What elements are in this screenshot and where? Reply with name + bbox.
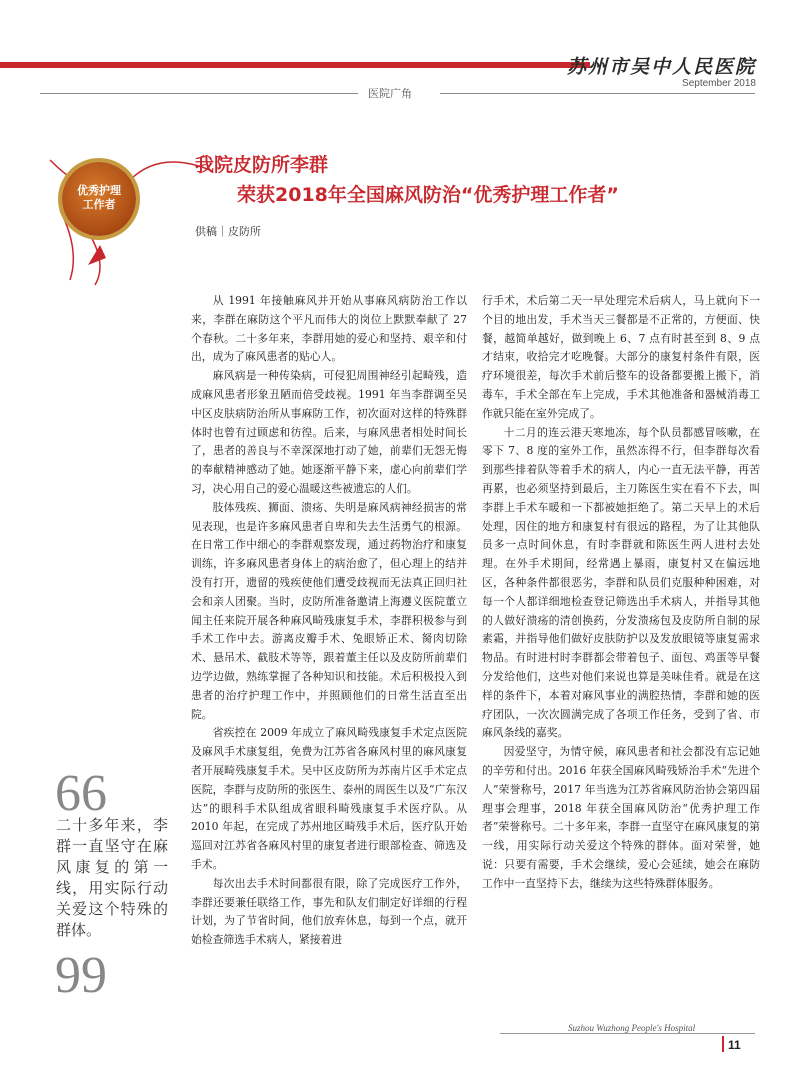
article-title-line-1: 我院皮防所李群: [195, 154, 329, 176]
paragraph: 因爱坚守，为情守候，麻风患者和社会都没有忘记她的辛劳和付出。2016 年获全国麻风畸残矫治手术“先进个人”荣誉称号，2017 年当选为江苏省麻风防治协会第四届理事会理事，2018 年获全国麻风防治“优秀护理工作者”荣誉称号。二十多年来，李群一直坚守在麻风康复的第一线，用实际行动关爱这个特殊的群体。面对荣誉，她说：只要有需要，手术会继续，爱心会延续，她会在麻防工作中一直坚持下去，继续为这些特殊群体服务。: [482, 745, 760, 890]
paragraph: 从 1991 年接触麻风并开始从事麻风病防治工作以来，李群在麻防这个平凡而伟大的岗位上默默奉献了 27 个春秋。二十多年来，李群用她的爱心和坚持、艰辛和付出，成为了麻风患者的贴心人。: [191, 294, 467, 364]
paragraph: 麻风病是一种传染病，可侵犯周围神经引起畸残，造成麻风患者形象丑陋而倍受歧视。1991 年当李群调至吴中区皮肤病防治所从事麻防工作，初次面对这样的特殊群体时也曾有过顾虑和彷徨。后来，与麻风患者相处时间长了，患者的善良与不幸深深地打动了她，前辈们无怨无悔的奉献精神感动了她。她逐渐平静下来，虚心向前辈们学习，决心用自己的爱心温暖这些被遗忘的人们。: [191, 369, 467, 495]
quote-open-icon: 66: [55, 765, 107, 822]
paragraph: 十二月的连云港天寒地冻，每个队员都感冒咳嗽，在零下 7、8 度的室外工作，虽然冻得不行，但李群每次看到那些排着队等着手术的病人，内心一直无法平静，再苦再累，也必须坚持到最后，主刀陈医生实在看不下去，叫李群上手术车暖和一下都被她拒绝了。第二天早上的术后处理，因住的地方和康复村有很远的路程，为了让其他队员多一点时间休息，有时李群就和陈医生两人进村去处理。在外手术期间，经常遇上暴雨，康复村又在偏远地区，各种条件都很恶劣，李群和队员们克服种种困难，对每一个人都详细地检查登记筛选出手术病人，并指导其他的人做好溃疡的清创换药，分发溃疡包及皮防所自制的尿素霜，并指导他们做好皮肤防护以及发放眼镜等康复需求物品。有时进村时李群都会带着包子、面包、鸡蛋等早餐分发给他们，这些对他们来说也算是美味佳肴。就是在这样的条件下，本着对麻风事业的满腔热情，李群和她的医疗团队，一次次圆满完成了各项工作任务，受到了省、市麻风条线的嘉奖。: [482, 425, 760, 740]
quote-close-icon: 99: [55, 947, 107, 1004]
header-rule-right: [440, 93, 755, 94]
issue-date: September 2018: [682, 78, 756, 89]
article-column-1: [191, 292, 467, 950]
header-accent-bar: [0, 62, 590, 68]
paragraph: 每次出去手术时间都很有限，除了完成医疗工作外，李群还要兼任联络工作，事先和队友们制定好详细的行程计划，为了节省时间，他们放弃休息，每到一个点，就开始检查筛选手术病人，紧接着进: [191, 876, 467, 947]
footer-page-marker: [722, 1036, 724, 1052]
footer-hospital-name: Suzhou Wuzhong People's Hospital: [568, 1023, 696, 1033]
article-column-2: [482, 292, 760, 894]
article-byline: 供稿｜皮防所: [195, 225, 261, 238]
pull-quote-text: 二十多年来，李群一直坚守在麻风康复的第一线，用实际行动关爱这个特殊的群体。: [56, 816, 168, 939]
section-label: 医院广角: [368, 87, 412, 100]
paragraph-continued: 行手术，术后第二天一早处理完术后病人，马上就向下一个目的地出发，手术当天三餐都是不正常的，方便面、快餐，越简单越好，做到晚上 6、7 点有时甚至到 8、9 点才结束，收拾完才吃晚餐。大部分的康复村条件有限，医疗环境很差，每次手术前后整车的设备都要搬上搬下，消毒车，手术全部在车上完成，手术其他准备和器械消毒工作就只能在室外完成了。: [482, 294, 760, 420]
hospital-logo-text: 苏州市吴中人民医院: [566, 56, 756, 78]
badge-line-2: 工作者: [82, 198, 116, 211]
footer-rule: [500, 1033, 755, 1034]
article-title-line-2: 荣获2018年全国麻风防治“优秀护理工作者”: [237, 184, 619, 206]
header-rule-left: [40, 93, 358, 94]
badge-line-1: 优秀护理: [77, 184, 121, 197]
paragraph: 肢体残疾、狮面、溃疡、失明是麻风病神经损害的常见表现，也是许多麻风患者自卑和失去生活勇气的根源。在日常工作中细心的李群观察发现，通过药物治疗和康复训练，许多麻风患者身体上的病治愈了，但心理上的结并没有打开，遗留的残疾使他们遭受歧视而无法真正回归社会和亲人团聚。当时，皮防所准备邀请上海遵义医院董立闻主任来院开展各种麻风畸残康复手术，李群积极参与到手术工作中去。游离皮瓣手术、兔眼矫正术、胬肉切除术、悬吊术、截肢术等等，跟着董主任以及皮防所前辈们边学边做，熟练掌握了各种知识和技能。术后积极投入到患者的治疗护理工作中，并照顾他们的日常生活直至出院。: [191, 500, 467, 721]
award-badge: [62, 162, 136, 236]
paragraph: 省疾控在 2009 年成立了麻风畸残康复手术定点医院及麻风手术康复组，免费为江苏省各麻风村里的麻风康复者开展畸残康复手术。吴中区皮防所为苏南片区手术定点医院，李群与皮防所的张医生、泰州的周医生以及“广东汉达”的眼科手术队组成省眼科畸残康复手术医疗队。从 2010 年起，在完成了苏州地区畸残手术后，医疗队开始巡回对江苏省各麻风村里的康复者进行眼部检查、筛选及手术。: [191, 726, 467, 871]
page-number: 11: [728, 1038, 741, 1052]
